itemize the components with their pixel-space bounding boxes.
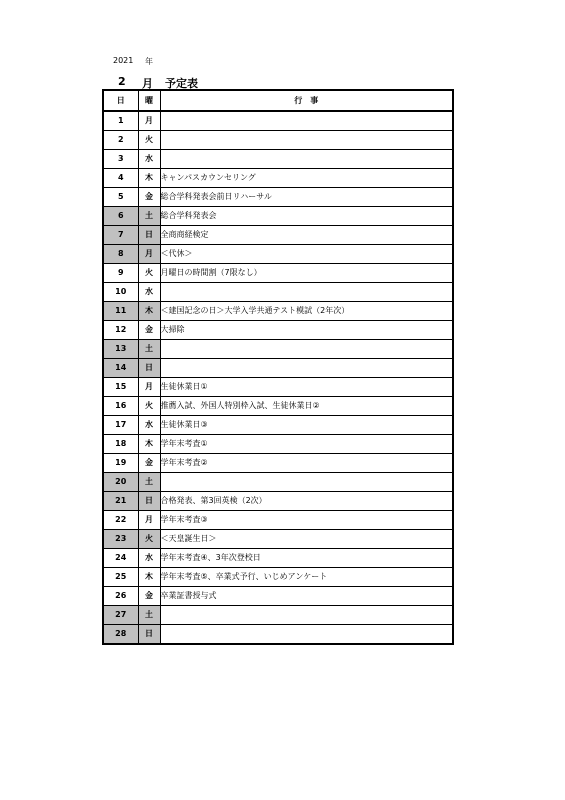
event-cell: 生徒休業日③ [160,416,453,435]
day-cell: 23 [103,530,138,549]
event-cell: ＜建国記念の日＞大学入学共通テスト模試（2年次） [160,302,453,321]
month-number: 2 [118,75,126,88]
weekday-cell: 土 [138,606,160,625]
day-cell: 22 [103,511,138,530]
year-number: 2021 [113,56,134,65]
event-cell [160,340,453,359]
weekday-cell: 火 [138,530,160,549]
weekday-cell: 金 [138,188,160,207]
table-row [103,321,453,340]
weekday-cell: 月 [138,245,160,264]
table-row [103,587,453,606]
table-row [103,111,453,131]
table-row [103,378,453,397]
event-cell: 学年末考査② [160,454,453,473]
day-cell: 7 [103,226,138,245]
weekday-cell: 木 [138,435,160,454]
event-cell: 大掃除 [160,321,453,340]
event-cell: 総合学科発表会 [160,207,453,226]
day-cell: 17 [103,416,138,435]
event-cell: ＜天皇誕生日＞ [160,530,453,549]
event-cell [160,359,453,378]
weekday-cell: 金 [138,321,160,340]
weekday-cell: 木 [138,302,160,321]
header-dow: 曜 [138,90,160,111]
weekday-cell: 月 [138,378,160,397]
day-cell: 15 [103,378,138,397]
event-cell: 推薦入試、外国人特別枠入試、生徒休業日② [160,397,453,416]
table-row [103,530,453,549]
event-cell [160,131,453,150]
day-cell: 20 [103,473,138,492]
weekday-cell: 土 [138,207,160,226]
weekday-cell: 日 [138,226,160,245]
table-row [103,625,453,645]
day-cell: 3 [103,150,138,169]
day-cell: 21 [103,492,138,511]
day-cell: 5 [103,188,138,207]
table-row [103,188,453,207]
day-cell: 12 [103,321,138,340]
table-row [103,492,453,511]
schedule-table [102,89,454,645]
weekday-cell: 水 [138,549,160,568]
table-row [103,606,453,625]
event-cell: 学年末考査⑤、卒業式予行、いじめアンケート [160,568,453,587]
day-cell: 26 [103,587,138,606]
table-row [103,226,453,245]
event-cell: キャンパスカウンセリング [160,169,453,188]
event-cell: 月曜日の時間割（7限なし） [160,264,453,283]
event-cell: ＜代休＞ [160,245,453,264]
weekday-cell: 月 [138,111,160,131]
table-row [103,245,453,264]
day-cell: 28 [103,625,138,645]
weekday-cell: 日 [138,359,160,378]
event-cell [160,473,453,492]
event-cell: 総合学科発表会前日リハーサル [160,188,453,207]
day-cell: 18 [103,435,138,454]
table-row [103,397,453,416]
day-cell: 13 [103,340,138,359]
table-header-row [103,90,453,111]
weekday-cell: 金 [138,454,160,473]
table-row [103,435,453,454]
weekday-cell: 火 [138,131,160,150]
day-cell: 8 [103,245,138,264]
weekday-cell: 木 [138,169,160,188]
table-row [103,549,453,568]
table-row [103,473,453,492]
weekday-cell: 土 [138,473,160,492]
table-row [103,454,453,473]
table-row [103,359,453,378]
schedule-title: 予定表 [165,77,198,90]
table-row [103,264,453,283]
year-kanji: 年 [145,57,153,66]
table-row [103,169,453,188]
year-label [113,56,153,66]
weekday-cell: 土 [138,340,160,359]
day-cell: 9 [103,264,138,283]
day-cell: 16 [103,397,138,416]
weekday-cell: 金 [138,587,160,606]
event-cell: 合格発表、第3回英検（2次） [160,492,453,511]
table-row [103,568,453,587]
day-cell: 6 [103,207,138,226]
event-cell: 全商商経検定 [160,226,453,245]
weekday-cell: 火 [138,397,160,416]
weekday-cell: 水 [138,283,160,302]
weekday-cell: 日 [138,492,160,511]
day-cell: 1 [103,111,138,131]
page-title [118,75,198,90]
day-cell: 27 [103,606,138,625]
event-cell: 学年末考査③ [160,511,453,530]
table-row [103,131,453,150]
weekday-cell: 火 [138,264,160,283]
table-row [103,302,453,321]
event-cell [160,625,453,645]
weekday-cell: 木 [138,568,160,587]
weekday-cell: 月 [138,511,160,530]
table-row [103,150,453,169]
event-cell: 卒業証書授与式 [160,587,453,606]
day-cell: 24 [103,549,138,568]
event-cell: 生徒休業日① [160,378,453,397]
day-cell: 10 [103,283,138,302]
day-cell: 11 [103,302,138,321]
day-cell: 2 [103,131,138,150]
day-cell: 14 [103,359,138,378]
table-body [103,111,453,644]
day-cell: 19 [103,454,138,473]
event-cell: 学年末考査① [160,435,453,454]
event-cell [160,111,453,131]
day-cell: 25 [103,568,138,587]
table-row [103,416,453,435]
weekday-cell: 水 [138,416,160,435]
table-row [103,207,453,226]
table-row [103,511,453,530]
header-day: 日 [103,90,138,111]
event-cell [160,283,453,302]
month-kanji: 月 [142,77,153,90]
header-event: 行 事 [160,90,453,111]
event-cell [160,150,453,169]
weekday-cell: 日 [138,625,160,645]
table-row [103,340,453,359]
event-cell: 学年末考査④、3年次登校日 [160,549,453,568]
weekday-cell: 水 [138,150,160,169]
event-cell [160,606,453,625]
table-row [103,283,453,302]
day-cell: 4 [103,169,138,188]
